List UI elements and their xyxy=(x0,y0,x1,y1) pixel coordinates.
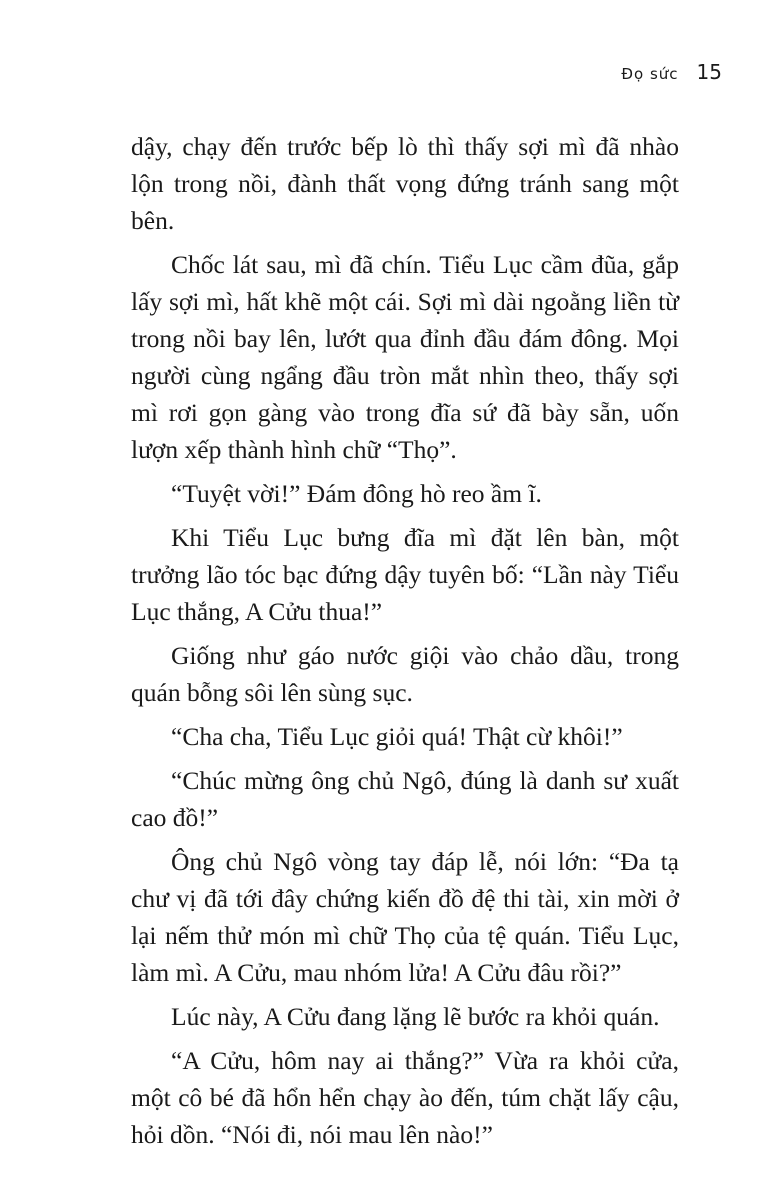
page-number: 15 xyxy=(696,60,722,84)
paragraph: Giống như gáo nước giội vào chảo dầu, trong quán bỗng sôi lên sùng sục. xyxy=(131,641,679,707)
body-text xyxy=(131,128,679,1160)
paragraph: Ông chủ Ngô vòng tay đáp lễ, nói lớn: “Đa tạ chư vị đã tới đây chứng kiến đồ đệ thi tài, xin mời ở lại nếm thử món mì chữ Thọ của tệ quán. Tiểu Lục, làm mì. A Cửu, mau nhóm lửa! A Cửu đâu rồi?” xyxy=(131,847,679,987)
paragraph: “Tuyệt vời!” Đám đông hò reo ầm ĩ. xyxy=(171,479,542,508)
chapter-title: Đọ sức xyxy=(621,65,679,83)
running-header xyxy=(621,60,722,84)
paragraph: Chốc lát sau, mì đã chín. Tiểu Lục cầm đũa, gắp lấy sợi mì, hất khẽ một cái. Sợi mì dài ngoằng liền từ trong nồi bay lên, lướt qua đỉnh đầu đám đông. Mọi người cùng ngẩng đầu tròn mắt nhìn theo, thấy sợi mì rơi gọn gàng vào trong đĩa sứ đã bày sẵn, uốn lượn xếp thành hình chữ “Thọ”. xyxy=(131,250,679,464)
paragraph: Lúc này, A Cửu đang lặng lẽ bước ra khỏi quán. xyxy=(171,1002,660,1031)
paragraph: Khi Tiểu Lục bưng đĩa mì đặt lên bàn, một trưởng lão tóc bạc đứng dậy tuyên bố: “Lần này Tiểu Lục thắng, A Cửu thua!” xyxy=(131,523,679,626)
paragraph: dậy, chạy đến trước bếp lò thì thấy sợi mì đã nhào lộn trong nồi, đành thất vọng đứng tránh sang một bên. xyxy=(131,132,679,235)
paragraph: “Cha cha, Tiểu Lục giỏi quá! Thật cừ khôi!” xyxy=(171,722,623,751)
paragraph: “A Cửu, hôm nay ai thắng?” Vừa ra khỏi cửa, một cô bé đã hổn hển chạy ào đến, túm chặt lấy cậu, hỏi dồn. “Nói đi, nói mau lên nào!” xyxy=(131,1046,679,1149)
paragraph: “Chúc mừng ông chủ Ngô, đúng là danh sư xuất cao đồ!” xyxy=(131,766,679,832)
